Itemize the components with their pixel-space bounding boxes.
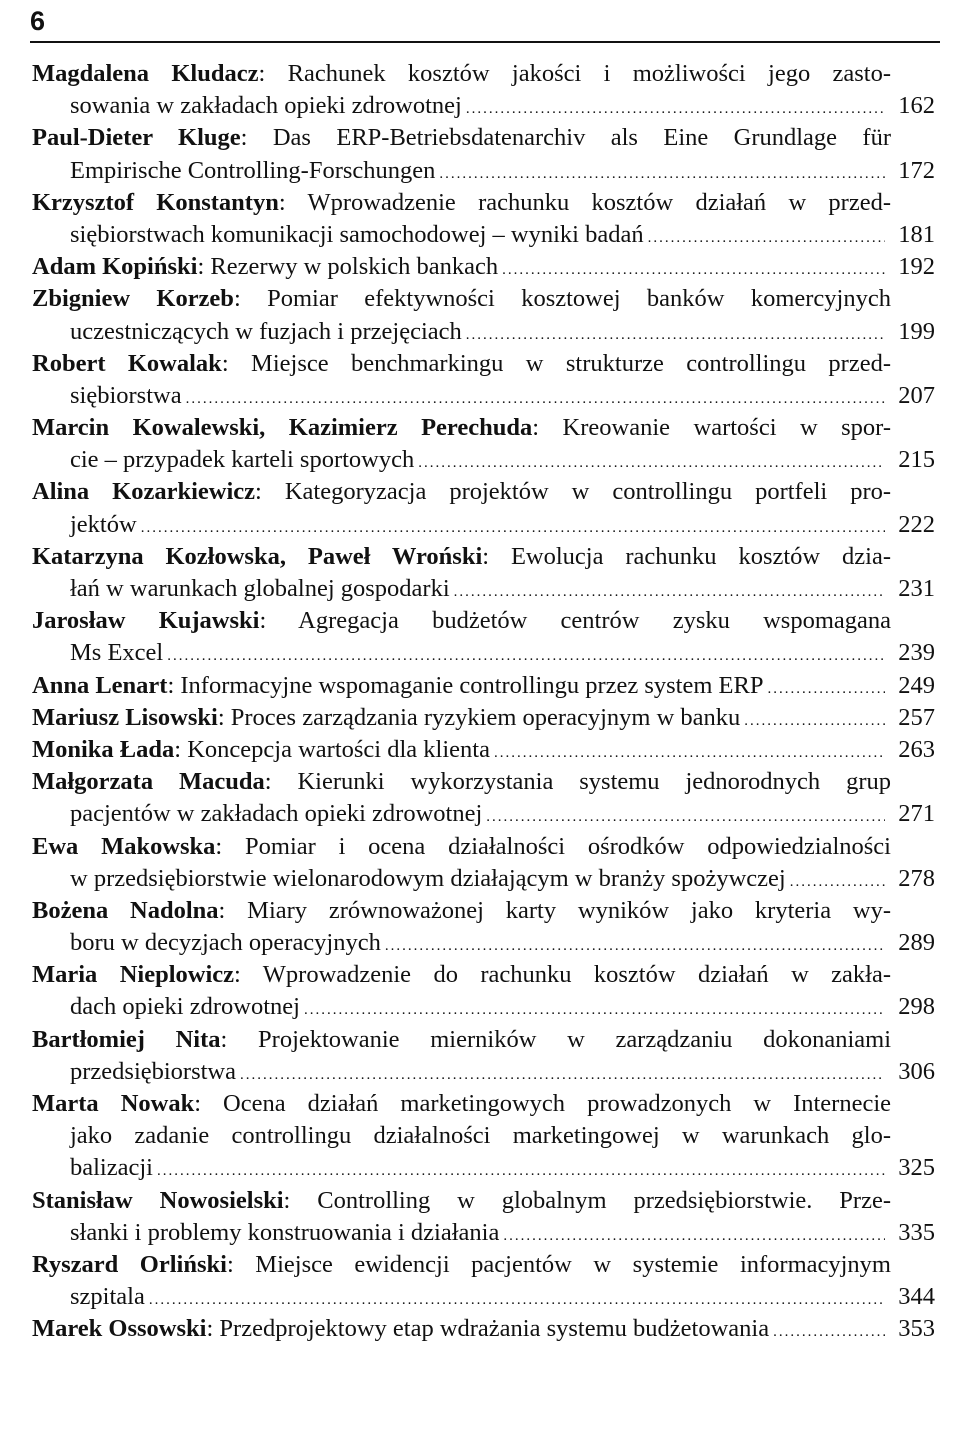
toc-entry-text: Bartłomiej Nita: Projektowanie mierników w zarządzaniu dokonaniami <box>32 1025 892 1053</box>
toc-entry-line <box>32 155 935 187</box>
toc-entry-text <box>70 316 462 348</box>
toc-entry-line <box>32 798 935 830</box>
page-reference: 181 <box>898 220 935 248</box>
dot-leader <box>486 801 885 833</box>
toc-entry-line <box>32 1152 935 1184</box>
entry-title: Kreowanie wartości w spor- <box>562 414 892 442</box>
toc-entry-line <box>32 991 935 1023</box>
page-reference: 215 <box>898 446 935 474</box>
toc-entry-text <box>70 444 414 476</box>
entry-title: sowania w zakładach opieki zdrowotnej <box>70 92 462 120</box>
entry-title: Kategoryzacja projektów w controllingu portfeli pro- <box>284 478 892 506</box>
page-reference: 335 <box>898 1218 935 1246</box>
entry-title: łań w warunkach globalnej gospodarki <box>70 575 450 602</box>
entry-title: Proces zarządzania ryzykiem operacyjnym w banku <box>230 703 741 731</box>
dot-leader <box>439 158 885 190</box>
entry-title: Rezerwy w polskich bankach <box>210 253 499 281</box>
toc-entry-text: Zbigniew Korzeb: Pomiar efektywności kosztowej banków komercyjnych <box>32 285 891 313</box>
entry-title: Rachunek kosztów jakości i możliwości jego zasto- <box>287 60 892 87</box>
author-name: Marcin Kowalewski, Kazimierz Perechuda <box>32 414 533 442</box>
dot-leader <box>240 1059 885 1091</box>
toc-entry-text <box>70 1217 499 1249</box>
entry-title: jektów <box>70 510 137 538</box>
toc-entry <box>32 670 935 702</box>
toc-entry-text <box>70 927 381 959</box>
entry-title: Miejsce ewidencji pacjentów w systemie informacyjnym <box>255 1250 891 1278</box>
toc-entry-text: Ewa Makowska: Pomiar i ocena działalności ośrodków odpowiedzialności <box>32 832 891 860</box>
toc-entry-line <box>32 573 935 605</box>
toc-entry-line <box>32 895 935 927</box>
page-reference: 192 <box>898 253 935 281</box>
toc-entry <box>32 702 935 734</box>
entry-title: Ewolucja rachunku kosztów dzia- <box>510 542 891 570</box>
author-name: Robert Kowalak <box>32 349 222 377</box>
dot-leader <box>157 1155 885 1187</box>
page-reference: 289 <box>898 929 935 957</box>
toc-entry-text: Marek Ossowski: Przedprojektowy etap wdrażania systemu budżetowania <box>32 1315 770 1343</box>
dot-leader <box>149 1284 885 1316</box>
toc-entry-text: Bożena Nadolna: Miary zrównoważonej karty wyników jako kryteria wy- <box>32 896 891 924</box>
author-name: Katarzyna Kozłowska, Paweł Wroński <box>32 542 483 570</box>
toc-entry-line <box>32 348 935 380</box>
entry-title: balizacji <box>70 1154 153 1182</box>
toc-entry-line <box>32 670 935 702</box>
toc-entry-text: Krzysztof Konstantyn: Wprowadzenie rachunku kosztów działań w przed- <box>32 188 892 216</box>
dot-leader <box>790 866 885 898</box>
toc-entry <box>32 1024 935 1088</box>
entry-title: Projektowanie mierników w zarządzaniu dokonaniami <box>258 1025 892 1053</box>
author-name: Magdalena Kludacz <box>32 60 259 87</box>
dot-leader <box>503 1220 885 1252</box>
page-reference: 222 <box>898 510 935 538</box>
toc-entry-line <box>32 734 935 766</box>
toc-entry-line <box>32 283 935 315</box>
dot-leader <box>466 93 885 125</box>
toc-entry-line <box>32 637 935 669</box>
toc-entry-line <box>32 444 935 476</box>
toc-entry-text: Magdalena Kludacz: Rachunek kosztów jakości i możliwości jego zasto- <box>32 60 892 87</box>
toc-entry-text <box>70 1056 236 1088</box>
page-reference: 231 <box>898 575 935 602</box>
author-name: Maria Nieplowicz <box>32 961 235 989</box>
toc-entry-text <box>70 573 450 605</box>
toc-entry-text <box>70 1281 145 1313</box>
author-name: Adam Kopiński <box>32 253 198 281</box>
toc-entry-text <box>70 380 182 412</box>
toc-entry-text <box>70 219 644 251</box>
page-reference: 199 <box>898 317 935 345</box>
toc-entry-text: Paul-Dieter Kluge: Das ERP-Betriebsdatenarchiv als Eine Grundlage für <box>32 124 891 152</box>
toc-entry-text: Robert Kowalak: Miejsce benchmarkingu w strukturze controllingu przed- <box>32 349 892 377</box>
toc-entry <box>32 831 935 895</box>
entry-title: uczestniczących w fuzjach i przejęciach <box>70 317 462 345</box>
toc-entry <box>32 895 935 959</box>
entry-title: Przedprojektowy etap wdrażania systemu budżetowania <box>219 1315 770 1343</box>
author-name: Marta Nowak <box>32 1090 195 1117</box>
dot-leader <box>418 447 885 479</box>
toc-entry <box>32 541 935 605</box>
toc-entry-text: Małgorzata Macuda: Kierunki wykorzystania systemu jednorodnych grup <box>32 768 891 796</box>
toc-entry <box>32 734 935 766</box>
toc-entry-text: Mariusz Lisowski: Proces zarządzania ryzykiem operacyjnym w banku <box>32 703 741 731</box>
toc-entry <box>32 1185 935 1249</box>
page-number: 6 <box>30 6 46 36</box>
dot-leader <box>454 576 885 608</box>
page-reference: 239 <box>898 639 935 667</box>
toc-entry-text: Monika Łada: Koncepcja wartości dla klienta <box>32 735 490 763</box>
toc-entry-line <box>32 476 935 508</box>
header-rule <box>30 41 940 43</box>
page-reference: 306 <box>898 1057 935 1085</box>
toc-entry-text <box>70 90 462 122</box>
toc-entry-line <box>32 1088 935 1120</box>
entry-title: jako zadanie controllingu działalności marketingowej w warunkach glo- <box>70 1122 891 1150</box>
author-name: Zbigniew Korzeb <box>32 285 234 313</box>
page-reference: 257 <box>898 703 935 731</box>
toc-entry-line <box>32 219 935 251</box>
dot-leader <box>773 1316 885 1348</box>
toc-entry-text: Maria Nieplowicz: Wprowadzenie do rachunku kosztów działań w zakła- <box>32 961 891 989</box>
toc-entry-text <box>70 1120 891 1152</box>
toc-entry-text: Marta Nowak: Ocena działań marketingowych prowadzonych w Internecie <box>32 1090 891 1117</box>
entry-title: boru w decyzjach operacyjnych <box>70 929 381 957</box>
entry-title: pacjentów w zakładach opieki zdrowotnej <box>70 800 483 828</box>
toc-entry-line <box>32 90 935 122</box>
dot-leader <box>385 930 885 962</box>
toc-entry-line <box>32 1313 935 1345</box>
toc-entry <box>32 251 935 283</box>
author-name: Bartłomiej Nita <box>32 1025 221 1053</box>
author-name: Bożena Nadolna <box>32 896 219 924</box>
entry-title: Kierunki wykorzystania systemu jednorodnych grup <box>297 768 891 796</box>
toc-entry-line <box>32 380 935 412</box>
toc-entry <box>32 605 935 669</box>
toc-entry <box>32 348 935 412</box>
toc-entry-line <box>32 831 935 863</box>
toc-entry <box>32 476 935 540</box>
author-name: Ryszard Orliński <box>32 1250 227 1278</box>
toc-entry-line <box>32 541 935 573</box>
entry-title: Empirische Controlling-Forschungen <box>70 156 436 184</box>
dot-leader <box>167 640 885 672</box>
author-name: Stanisław Nowosielski <box>32 1186 284 1214</box>
dot-leader <box>186 383 885 415</box>
page-reference: 172 <box>898 156 935 184</box>
page-reference: 263 <box>898 735 935 763</box>
toc-entry-line <box>32 122 935 154</box>
dot-leader <box>767 673 885 705</box>
author-name: Marek Ossowski <box>32 1315 207 1343</box>
toc-entry <box>32 1088 935 1185</box>
toc-entry-line <box>32 927 935 959</box>
author-name: Paul-Dieter Kluge <box>32 124 241 152</box>
toc-entry-text <box>70 991 300 1023</box>
toc-entry-line <box>32 1056 935 1088</box>
toc-entry <box>32 58 935 122</box>
entry-title: przedsiębiorstwa <box>70 1057 236 1085</box>
entry-title: Koncepcja wartości dla klienta <box>187 735 490 763</box>
entry-title: słanki i problemy konstruowania i działania <box>70 1218 500 1246</box>
toc-entry-line <box>32 1120 935 1152</box>
toc-entry <box>32 1249 935 1313</box>
toc-entry-line <box>32 863 935 895</box>
toc-entry-text <box>70 798 482 830</box>
toc-entry-text <box>70 1152 153 1184</box>
author-name: Mariusz Lisowski <box>32 703 218 731</box>
page-reference: 278 <box>898 864 935 892</box>
entry-title: Agregacja budżetów centrów zysku wspomagana <box>298 607 891 635</box>
toc-entry-line <box>32 1024 935 1056</box>
entry-title: Pomiar i ocena działalności ośrodków odpowiedzialności <box>245 832 891 860</box>
toc-entry-line <box>32 959 935 991</box>
toc-entry-line <box>32 58 935 90</box>
dot-leader <box>744 705 885 737</box>
entry-title: szpitala <box>70 1283 145 1311</box>
toc-entry-text <box>70 509 137 541</box>
page-reference: 325 <box>898 1154 935 1182</box>
toc-entry-line <box>32 1185 935 1217</box>
toc-entry-text: Alina Kozarkiewicz: Kategoryzacja projektów w controllingu portfeli pro- <box>32 478 892 506</box>
entry-title: Das ERP-Betriebsdatenarchiv als Eine Grundlage für <box>272 124 891 152</box>
toc-entry <box>32 283 935 347</box>
toc-entry-text: Katarzyna Kozłowska, Paweł Wroński: Ewolucja rachunku kosztów dzia- <box>32 542 891 570</box>
toc-entry-text: Adam Kopiński: Rezerwy w polskich bankach <box>32 253 499 281</box>
toc-entry-text <box>70 863 786 895</box>
entry-title: Pomiar efektywności kosztowej banków komercyjnych <box>267 285 891 313</box>
toc-entry-line <box>32 187 935 219</box>
entry-title: Controlling w globalnym przedsiębiorstwie. Prze- <box>317 1186 891 1214</box>
toc-entry-text: Stanisław Nowosielski: Controlling w globalnym przedsiębiorstwie. Prze- <box>32 1186 891 1214</box>
toc-entry-line <box>32 702 935 734</box>
entry-title: Wprowadzenie rachunku kosztów działań w przed- <box>307 188 892 216</box>
toc-entry-text: Marcin Kowalewski, Kazimierz Perechuda: Kreowanie wartości w spor- <box>32 414 892 442</box>
toc-entry <box>32 122 935 186</box>
toc-entry-line <box>32 766 935 798</box>
author-name: Jarosław Kujawski <box>32 607 260 635</box>
toc-entry-line <box>32 1249 935 1281</box>
toc-entry-text <box>70 637 163 669</box>
toc-entry-text: Anna Lenart: Informacyjne wspomaganie controllingu przez system ERP <box>32 671 764 699</box>
dot-leader <box>141 512 885 544</box>
toc-entry <box>32 766 935 830</box>
toc-entry-line <box>32 509 935 541</box>
toc-entry <box>32 1313 935 1345</box>
page-reference: 207 <box>898 381 935 409</box>
page-reference: 353 <box>898 1315 935 1343</box>
toc-entry-text: Jarosław Kujawski: Agregacja budżetów centrów zysku wspomagana <box>32 607 891 635</box>
entry-title: cie – przypadek karteli sportowych <box>70 446 415 474</box>
toc-entry-line <box>32 412 935 444</box>
toc-entry-line <box>32 1217 935 1249</box>
entry-title: dach opieki zdrowotnej <box>70 993 300 1021</box>
dot-leader <box>648 222 885 254</box>
dot-leader <box>304 994 885 1026</box>
page-reference: 162 <box>898 92 935 120</box>
toc-entry <box>32 959 935 1023</box>
entry-title: siębiorstwa <box>70 381 182 409</box>
page-reference: 271 <box>898 800 935 828</box>
entry-title: Miejsce benchmarkingu w strukturze controllingu przed- <box>251 349 892 377</box>
toc-entry <box>32 412 935 476</box>
entry-title: Wprowadzenie do rachunku kosztów działań w zakła- <box>262 961 891 989</box>
author-name: Alina Kozarkiewicz <box>32 478 256 506</box>
entry-title: Ms Excel <box>70 639 164 667</box>
toc-entry-line <box>32 605 935 637</box>
entry-title: Informacyjne wspomaganie controllingu przez system ERP <box>180 671 764 699</box>
entry-title: Ocena działań marketingowych prowadzonych w Internecie <box>223 1090 891 1117</box>
toc-entry-line <box>32 1281 935 1313</box>
toc-entry-line <box>32 251 935 283</box>
page-reference: 249 <box>898 671 935 699</box>
entry-title: siębiorstwach komunikacji samochodowej – wyniki badań <box>70 220 644 248</box>
page-reference: 344 <box>898 1283 935 1311</box>
author-name: Anna Lenart <box>32 671 168 699</box>
entry-title: Miary zrównoważonej karty wyników jako kryteria wy- <box>247 896 891 924</box>
author-name: Ewa Makowska <box>32 832 216 860</box>
entry-title: w przedsiębiorstwie wielonarodowym działającym w branży spożywczej <box>70 864 786 892</box>
toc-entry <box>32 187 935 251</box>
author-name: Krzysztof Konstantyn <box>32 188 279 216</box>
author-name: Małgorzata Macuda <box>32 768 265 796</box>
table-of-contents <box>32 58 935 1346</box>
author-name: Monika Łada <box>32 735 175 763</box>
dot-leader <box>502 254 885 286</box>
toc-entry-text: Ryszard Orliński: Miejsce ewidencji pacjentów w systemie informacyjnym <box>32 1250 891 1278</box>
dot-leader <box>466 319 885 351</box>
toc-entry-text <box>70 155 435 187</box>
toc-entry-line <box>32 316 935 348</box>
page-reference: 298 <box>898 993 935 1021</box>
dot-leader <box>494 737 885 769</box>
